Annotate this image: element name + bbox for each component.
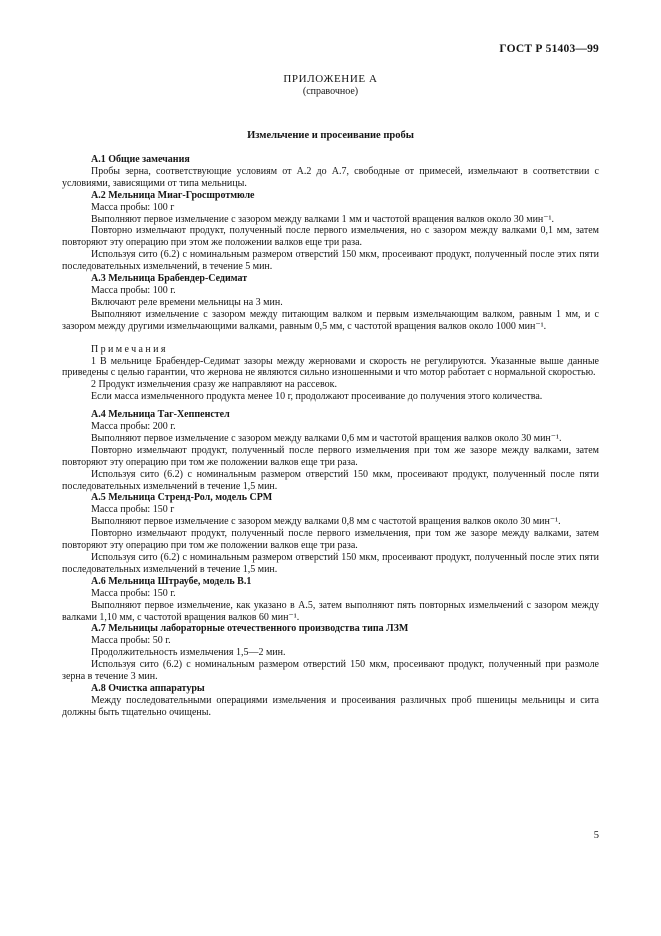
paragraph: Выполняют первое измельчение с зазором между валками 0,6 мм и частотой вращения валков около 30 мин⁻¹.: [91, 432, 562, 444]
paragraph: Выполняют измельчение с зазором между питающим валком и первым измельчающим валком, равным 1 мм, и с зазором между другими измельчающими валками, равным 0,5 мм, с частотой вращения валков около 1000 мин⁻¹.: [62, 308, 599, 332]
paragraph: Пробы зерна, соответствующие условиям от А.2 до А.7, свободные от примесей, измельчают в соответствии с условиями, зависящими от типа мельницы.: [62, 165, 599, 189]
paragraph: Масса пробы: 150 г.: [91, 587, 176, 599]
note-1: 1 В мельнице Брабендер-Седимат зазоры между жерновами и скорость не регулируются. Указанные выше данные приведены с целью гарантии, что жернова не являются сильно изношенными и что мотор работает с нормальной скоростью.: [62, 355, 599, 379]
appendix-header: [0, 73, 661, 98]
paragraph: Масса пробы: 100 г.: [91, 284, 176, 296]
heading-a3: А.3 Мельница Брабендер-Седимат: [91, 273, 248, 285]
page-number: 5: [593, 830, 599, 841]
paragraph: Используя сито (6.2) с номинальным размером отверстий 150 мкм, просеивают продукт, полученный после пяти последовательных измельчений в течение 1,5 мин.: [62, 468, 599, 492]
heading-a2: А.2 Мельница Миаг-Гросшротмюле: [91, 189, 255, 201]
paragraph: Масса пробы: 50 г.: [91, 635, 171, 647]
section-title: Измельчение и просеивание пробы: [247, 130, 414, 141]
heading-a1: А.1 Общие замечания: [91, 154, 190, 165]
paragraph: Повторно измельчают продукт, полученный после первого измельчения, но с зазором между валками 0,1 мм, затем повторяют эту операцию при этом же положении валков еще три раза.: [62, 225, 599, 249]
appendix-subtitle: (справочное): [302, 86, 359, 97]
heading-a8: А.8 Очистка аппаратуры: [91, 682, 205, 694]
heading-a5: А.5 Мельница Стренд-Рол, модель СРМ: [91, 492, 273, 504]
paragraph: Используя сито (6.2) с номинальным размером отверстий 150 мкм, просеивают продукт, полученный при размоле зерна в течение 3 мин.: [62, 659, 599, 683]
paragraph: Масса пробы: 100 г: [91, 201, 175, 213]
paragraph: Масса пробы: 150 г: [91, 504, 175, 516]
paragraph: Между последовательными операциями измельчения и просеивания различных проб пшеницы мельницы и сита должны быть тщательно очищены.: [62, 694, 599, 718]
standard-number: ГОСТ Р 51403—99: [499, 43, 599, 55]
appendix-title: ПРИЛОЖЕНИЕ А: [283, 73, 378, 85]
paragraph: Выполняют первое измельчение с зазором между валками 0,8 мм с частотой вращения валков около 30 мин⁻¹.: [91, 516, 561, 528]
note-2-continued: Если масса измельченного продукта менее 10 г, продолжают просеивание до получения этого количества.: [91, 391, 543, 403]
paragraph: Масса пробы: 200 г.: [91, 421, 176, 433]
heading-a4: А.4 Мельница Таг-Хеппенстел: [91, 409, 230, 421]
heading-a6: А.6 Мельница Штраубе, модель В.1: [91, 575, 252, 587]
paragraph: Выполняют первое измельчение с зазором между валками 1 мм и частотой вращения валков около 30 мин⁻¹.: [91, 213, 555, 225]
document-body: [62, 154, 599, 719]
note-2: 2 Продукт измельчения сразу же направляют на рассевок.: [91, 379, 337, 391]
paragraph: Продолжительность измельчения 1,5—2 мин.: [91, 647, 286, 659]
paragraph: Включают реле времени мельницы на 3 мин.: [91, 296, 283, 308]
paragraph: Повторно измельчают продукт, полученный после первого измельчения при том же зазоре между валками, затем повторяют эту операцию при том же положении валков еще три раза.: [62, 444, 599, 468]
paragraph: Повторно измельчают продукт, полученный после первого измельчения, при том же зазоре между валками, затем повторяют эту операцию при том же положении валков еще три раза.: [62, 528, 599, 552]
heading-a7: А.7 Мельницы лабораторные отечественного производства типа ЛЗМ: [91, 623, 409, 635]
paragraph: Выполняют первое измельчение, как указано в А.5, затем выполняют пять повторных измельчений с зазором между валками 1,10 мм, с частотой вращения валков 60 мин⁻¹.: [62, 599, 599, 623]
spacer: [62, 333, 599, 344]
notes-heading: Примечания: [91, 343, 168, 355]
paragraph: Используя сито (6.2) с номинальным размером отверстий 150 мкм, просеивают продукт, полученный после этих пяти последовательных измельчений в течение 1,5 мин.: [62, 552, 599, 575]
paragraph: Используя сито (6.2) с номинальным размером отверстий 150 мкм, просеивают продукт, полученный после этих пяти последовательных измельчений, в течение 5 мин.: [62, 249, 599, 273]
